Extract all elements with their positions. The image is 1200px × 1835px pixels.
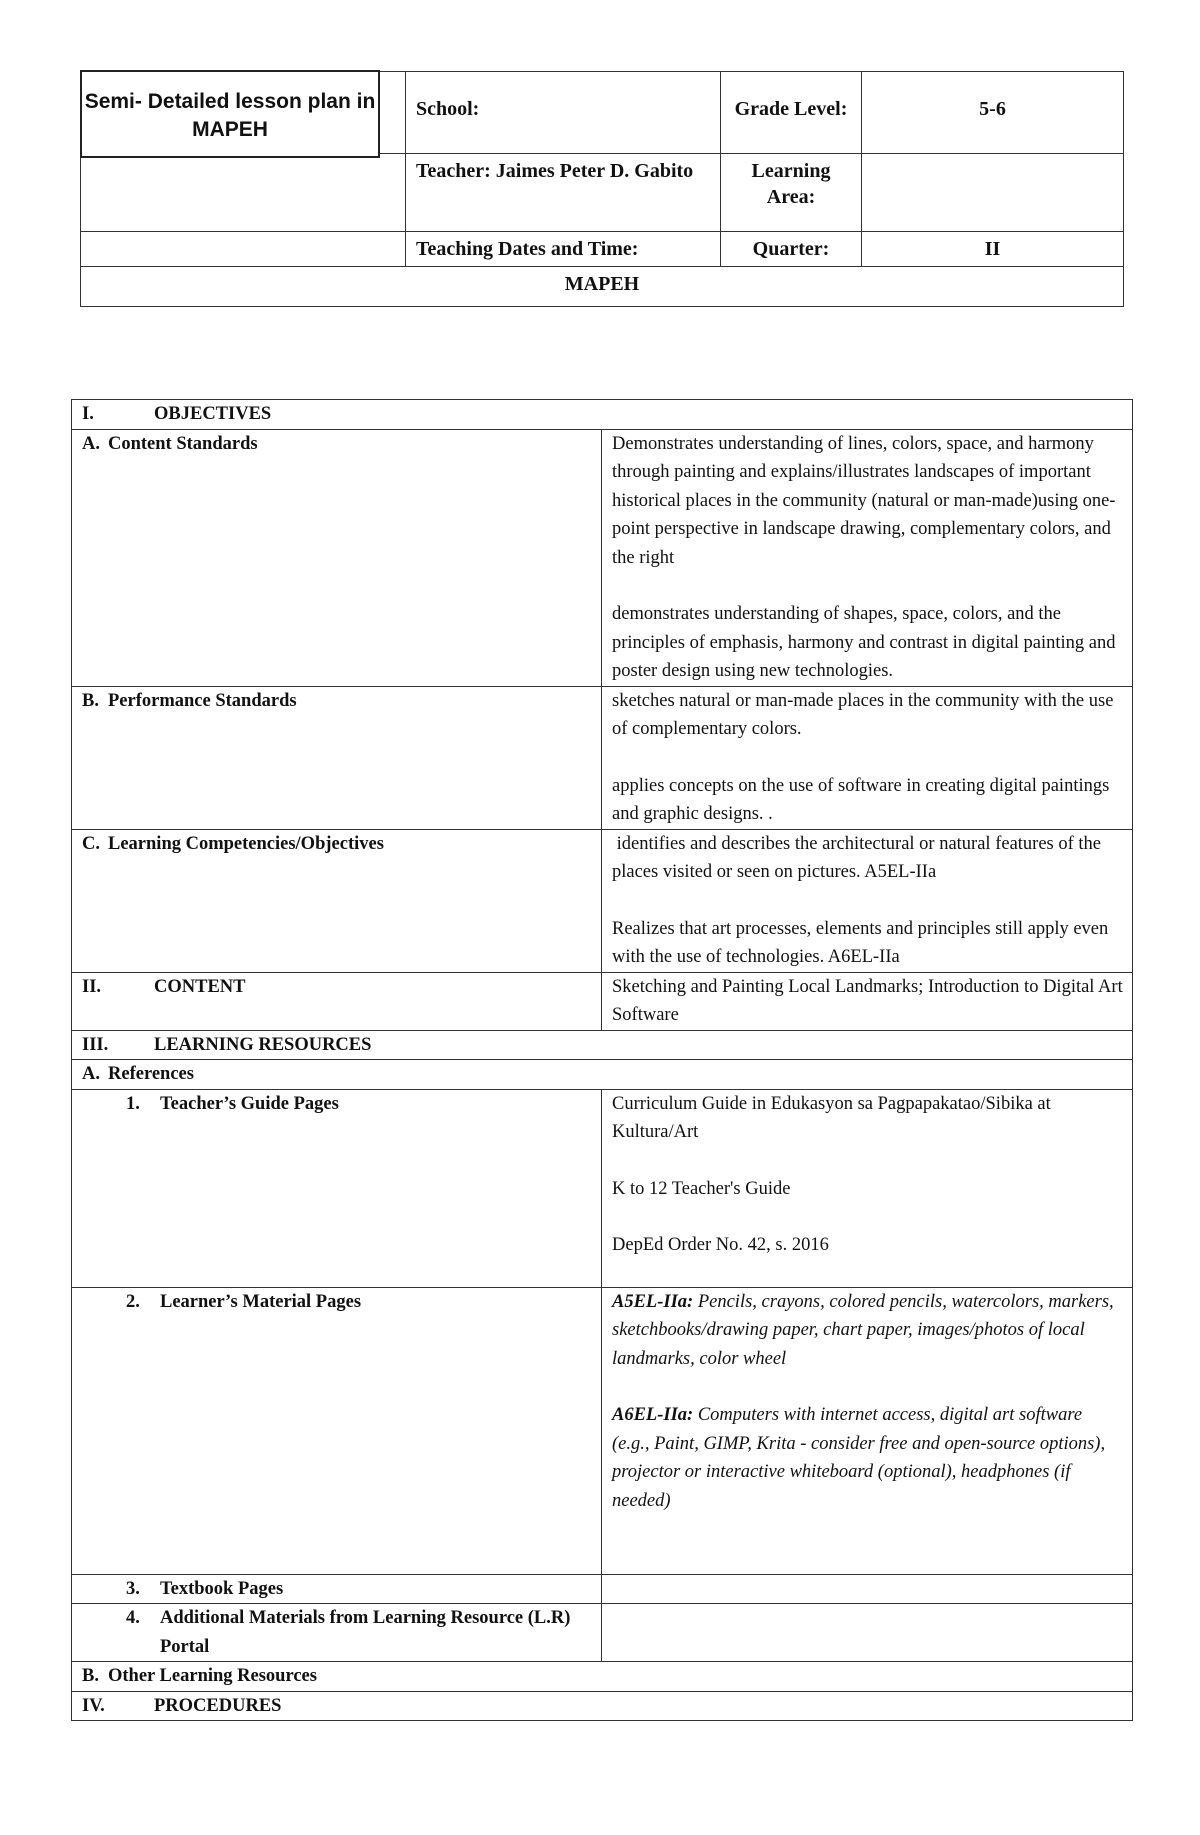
- materials-text: Pencils, crayons, colored pencils, watercolors, markers, sketchbooks/drawing paper, chart paper, images/photos of local landmarks, color wheel: [612, 1291, 1119, 1369]
- section-number: III.: [82, 1034, 109, 1055]
- section-number: IV.: [82, 1695, 105, 1716]
- performance-standards-label: Performance Standards: [108, 690, 297, 711]
- teachers-guide-value: [602, 1089, 1133, 1287]
- blank-cell: [81, 154, 406, 232]
- other-resources-label: Other Learning Resources: [108, 1666, 317, 1686]
- content-standards-p2: demonstrates understanding of shapes, space, colors, and the principles of emphasis, harmony and contrast in digital painting and poster design using new technologies.: [612, 604, 1121, 681]
- section-row: [72, 400, 1133, 430]
- item-number: B.: [82, 690, 99, 711]
- quarter-label: Quarter:: [721, 232, 862, 267]
- competencies-p2: Realizes that art processes, elements and principles still apply even with the use of technologies. A6EL-IIa: [612, 918, 1113, 967]
- table-row: [72, 1574, 1133, 1604]
- section-title: PROCEDURES: [154, 1695, 282, 1716]
- table-row: [72, 1060, 1133, 1090]
- performance-standards-label-cell: [72, 686, 602, 829]
- section-row: [72, 1691, 1133, 1721]
- teachers-guide-label: Teacher’s Guide Pages: [160, 1093, 339, 1114]
- section-title: LEARNING RESOURCES: [154, 1034, 372, 1055]
- learners-material-p2: [612, 1401, 1124, 1515]
- subject-title: MAPEH: [81, 267, 1124, 307]
- competencies-label-cell: [72, 829, 602, 972]
- school-label: School:: [406, 72, 721, 154]
- section-content: [72, 972, 602, 1030]
- item-number: A.: [82, 1064, 100, 1084]
- blank-cell: [81, 232, 406, 267]
- teacher-label: Teacher: Jaimes Peter D. Gabito: [406, 154, 721, 232]
- additional-value: [602, 1604, 1133, 1662]
- section-number: II.: [82, 976, 102, 997]
- other-resources-label-cell: [72, 1662, 1133, 1692]
- item-number: 2.: [126, 1291, 140, 1312]
- performance-standards-p2: applies concepts on the use of software in creating digital paintings and graphic designs. .: [612, 775, 1114, 824]
- content-standards-label: Content Standards: [108, 433, 258, 454]
- item-number: 1.: [126, 1093, 140, 1114]
- table-row: [72, 1287, 1133, 1574]
- section-resources: [72, 1030, 1133, 1060]
- content-standards-label-cell: [72, 429, 602, 686]
- learners-material-label: Learner’s Material Pages: [160, 1291, 362, 1312]
- performance-standards-p1: sketches natural or man-made places in the community with the use of complementary colors.: [612, 690, 1119, 739]
- learners-material-label-cell: [72, 1287, 602, 1574]
- grade-level-label: Grade Level:: [721, 72, 862, 154]
- table-row: [72, 1662, 1133, 1692]
- teachers-guide-p3: DepEd Order No. 42, s. 2016: [612, 1235, 829, 1255]
- teachers-guide-p1: Curriculum Guide in Edukasyon sa Pagpapakatao/Sibika at Kultura/Art: [612, 1093, 1056, 1142]
- references-label: References: [108, 1064, 194, 1084]
- learners-material-p1: [612, 1288, 1124, 1374]
- textbook-value: [602, 1574, 1133, 1604]
- materials-text: Computers with internet access, digital art software (e.g., Paint, GIMP, Krita - consider free and open-source options), projector or interactive whiteboard (optional), headphones (if needed): [612, 1405, 1110, 1511]
- table-row: [72, 1604, 1133, 1662]
- section-procedures: [72, 1691, 1133, 1721]
- competencies-p1: identifies and describes the architectural or natural features of the places visited or seen on pictures. A5EL-IIa: [612, 833, 1106, 882]
- content-standards-p1: Demonstrates understanding of lines, colors, space, and harmony through painting and explains/illustrates landscapes of important historical places in the community (natural or man-made)using one- point perspective in landscape drawing, complementary colors, and the right: [612, 433, 1121, 568]
- table-row: [72, 829, 1133, 972]
- grade-level-value: 5-6: [862, 72, 1124, 154]
- section-number: I.: [82, 404, 94, 424]
- competencies-label: Learning Competencies/Objectives: [108, 833, 384, 854]
- references-label-cell: [72, 1060, 1133, 1090]
- item-number: C.: [82, 833, 100, 854]
- teachers-guide-label-cell: [72, 1089, 602, 1287]
- competency-code: A5EL-IIa:: [612, 1291, 694, 1312]
- quarter-value: II: [862, 232, 1124, 267]
- learning-area-value: [862, 154, 1124, 232]
- section-title: CONTENT: [154, 976, 246, 997]
- competencies-value: [602, 829, 1133, 972]
- content-value: Sketching and Painting Local Landmarks; Introduction to Digital Art Software: [602, 972, 1133, 1030]
- section-objectives: [72, 400, 1133, 430]
- teaching-dates-label: Teaching Dates and Time:: [406, 232, 721, 267]
- teachers-guide-p2: K to 12 Teacher's Guide: [612, 1178, 791, 1199]
- textbook-label-cell: [72, 1574, 602, 1604]
- table-row: [72, 429, 1133, 686]
- learners-material-value: [602, 1287, 1133, 1574]
- performance-standards-value: [602, 686, 1133, 829]
- textbook-label: Textbook Pages: [160, 1578, 284, 1599]
- item-number: A.: [82, 433, 100, 454]
- document-title: Semi- Detailed lesson plan in MAPEH: [80, 70, 380, 158]
- item-number: 3.: [126, 1578, 140, 1599]
- table-row: [72, 1089, 1133, 1287]
- competency-code: A6EL-IIa:: [612, 1405, 694, 1425]
- table-row: [72, 686, 1133, 829]
- content-standards-value: [602, 429, 1133, 686]
- lesson-plan-table: [71, 399, 1133, 1721]
- section-row: [72, 1030, 1133, 1060]
- table-row: [72, 972, 1133, 1030]
- section-title: OBJECTIVES: [154, 404, 272, 424]
- additional-label: Additional Materials from Learning Resource (L.R) Portal: [160, 1608, 571, 1657]
- additional-label-cell: [72, 1604, 602, 1662]
- learning-area-label: Learning Area:: [721, 154, 862, 232]
- item-number: 4.: [126, 1608, 140, 1628]
- item-number: B.: [82, 1666, 99, 1686]
